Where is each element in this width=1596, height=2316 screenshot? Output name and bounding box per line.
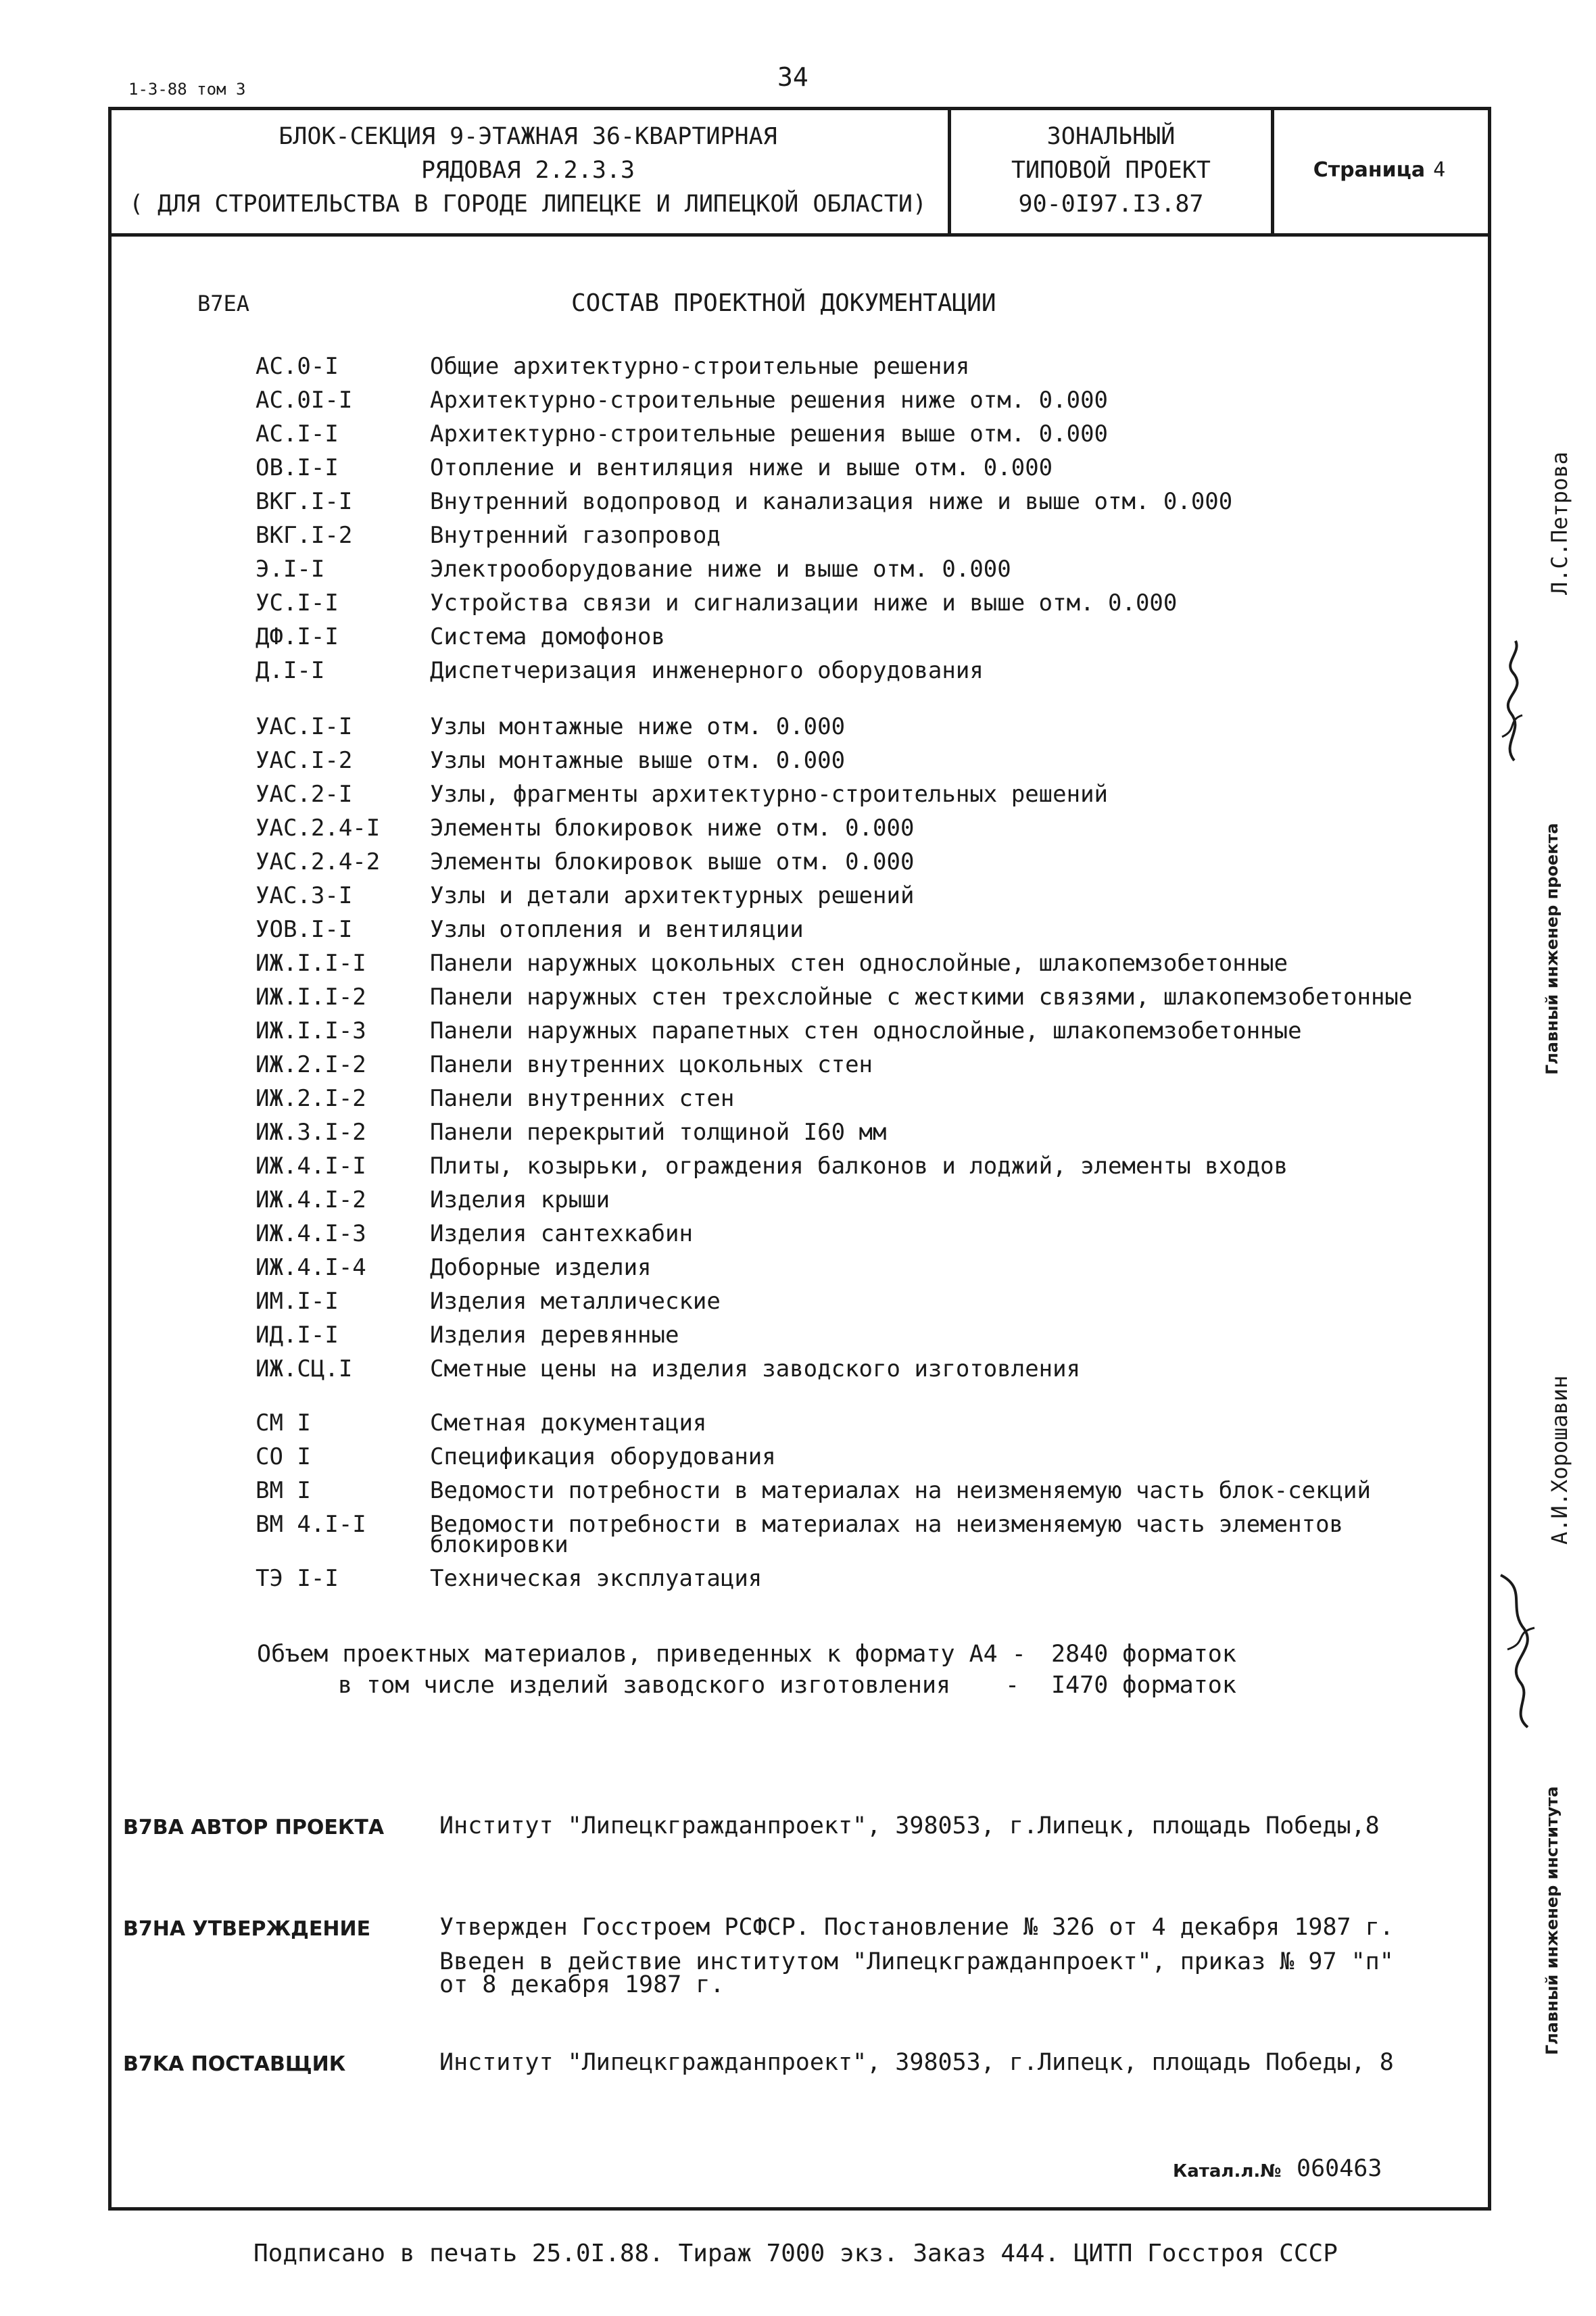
document-code: ИЖ.4.I-3 <box>256 1220 366 1247</box>
document-code: УОВ.I-I <box>256 916 353 943</box>
document-code: 1-3-88 том 3 <box>128 80 246 99</box>
document-description: Узлы и детали архитектурных решений <box>430 882 915 909</box>
document-code: ВКГ.I-2 <box>256 522 353 549</box>
document-description: Панели внутренних стен <box>430 1085 735 1112</box>
document-description: Ведомости потребности в материалах на неизменяемую часть блок-секций <box>430 1477 1371 1504</box>
document-code: ВКГ.I-I <box>256 488 353 515</box>
document-description: Внутренний газопровод <box>430 522 721 549</box>
document-description: Узлы монтажные выше отм. 0.000 <box>430 747 846 774</box>
document-code: ИД.I-I <box>256 1322 339 1349</box>
document-code: АС.0I-I <box>256 387 353 414</box>
document-description: Устройства связи и сигнализации ниже и выше отм. 0.000 <box>430 589 1178 617</box>
summary-total-value: 2840 форматок <box>1051 1641 1236 1668</box>
document-code: УС.I-I <box>256 589 339 617</box>
title-line: БЛОК-СЕКЦИЯ 9-ЭТАЖНАЯ 36-КВАРТИРНАЯ <box>279 122 777 150</box>
signature-icon <box>1487 1568 1548 1731</box>
document-code: ИЖ.2.I-2 <box>256 1085 366 1112</box>
section-code: B7EA <box>197 291 250 316</box>
document-description: Внутренний водопровод и канализация ниже и выше отм. 0.000 <box>430 488 1233 515</box>
document-code: УАС.I-I <box>256 713 353 740</box>
document-description: Сметная документация <box>430 1409 707 1437</box>
document-description: Изделия деревянные <box>430 1322 679 1349</box>
document-description: Спецификация оборудования <box>430 1443 776 1470</box>
chief-institute-engineer-name: А.И.Хорошавин <box>1547 1375 1572 1545</box>
document-code: УАС.2.4-I <box>256 815 381 842</box>
document-code: СО I <box>256 1443 311 1470</box>
title-block-page <box>1274 107 1484 233</box>
document-description: Плиты, козырьки, ограждения балконов и лоджий, элементы входов <box>430 1153 1288 1180</box>
document-description: Узлы монтажные ниже отм. 0.000 <box>430 713 846 740</box>
document-description: Доборные изделия <box>430 1254 652 1281</box>
document-description: Изделия металлические <box>430 1288 721 1315</box>
document-code: ИЖ.4.I-2 <box>256 1186 366 1213</box>
document-description: Панели наружных цокольных стен однослойные, шлакопемзобетонные <box>430 950 1288 977</box>
document-description: Общие архитектурно-строительные решения <box>430 353 970 380</box>
page-number: 34 <box>777 62 808 92</box>
document-description: Панели внутренних цокольных стен <box>430 1051 873 1078</box>
chief-institute-engineer-label: Главный инженер института <box>1543 1786 1562 2055</box>
document-code: ВМ I <box>256 1477 311 1504</box>
title-block-name <box>108 107 951 233</box>
document-description: Сметные цены на изделия заводского изготовления <box>430 1355 1081 1382</box>
approval-line: Введен в действие институтом "Липецкгражданпроект", приказ № 97 "п" <box>439 1948 1394 1975</box>
supplier-label: B7KA ПОСТАВЩИК <box>123 2052 346 2076</box>
document-description: Техническая эксплуатация <box>430 1565 763 1592</box>
document-description: Ведомости потребности в материалах на неизменяемую часть элементов <box>430 1511 1344 1538</box>
summary-factory-label: в том числе изделий заводского изготовления <box>338 1672 951 1699</box>
document-code: ИМ.I-I <box>256 1288 339 1315</box>
document-description: Элементы блокировок ниже отм. 0.000 <box>430 815 915 842</box>
catalog-number: 060463 <box>1297 2155 1382 2182</box>
document-description: Панели перекрытий толщиной I60 мм <box>430 1119 887 1146</box>
document-code: УАС.3-I <box>256 882 353 909</box>
document-code: ОВ.I-I <box>256 454 339 481</box>
summary-factory-value: I470 форматок <box>1051 1672 1236 1699</box>
document-description: Панели наружных парапетных стен однослойные, шлакопемзобетонные <box>430 1017 1302 1044</box>
document-code: СМ I <box>256 1409 311 1437</box>
project-line: ТИПОВОЙ ПРОЕКТ <box>1011 156 1211 184</box>
approval-line: Утвержден Госстроем РСФСР. Постановление № 326 от 4 декабря 1987 г. <box>439 1914 1394 1941</box>
document-description: Архитектурно-строительные решения ниже отм. 0.000 <box>430 387 1109 414</box>
section-title: СОСТАВ ПРОЕКТНОЙ ДОКУМЕНТАЦИИ <box>571 289 996 317</box>
catalog-label: Катал.л.№ <box>1173 2161 1282 2181</box>
document-description: Электрооборудование ниже и выше отм. 0.000 <box>430 556 1011 583</box>
page-value: 4 <box>1433 158 1446 182</box>
chief-project-engineer-name: Л.С.Петрова <box>1547 452 1572 595</box>
document-code: ИЖ.4.I-I <box>256 1153 366 1180</box>
document-code: УАС.2-I <box>256 781 353 808</box>
document-code: ИЖ.I.I-I <box>256 950 366 977</box>
document-description: Элементы блокировок выше отм. 0.000 <box>430 848 915 875</box>
chief-project-engineer-label: Главный инженер проекта <box>1543 823 1562 1075</box>
document-code: АС.0-I <box>256 353 339 380</box>
title-line: ( ДЛЯ СТРОИТЕЛЬСТВА В ГОРОДЕ ЛИПЕЦКЕ И ЛИПЕЦКОЙ ОБЛАСТИ) <box>128 190 927 218</box>
supplier-text: Институт "Липецкгражданпроект", 398053, г.Липецк, площадь Победы, 8 <box>439 2049 1394 2076</box>
document-description: Узлы, фрагменты архитектурно-строительных решений <box>430 781 1109 808</box>
document-code: АС.I-I <box>256 420 339 448</box>
document-description: Изделия крыши <box>430 1186 610 1213</box>
document-code: ВМ 4.I-I <box>256 1511 366 1538</box>
document-code: ИЖ.4.I-4 <box>256 1254 366 1281</box>
document-description: Узлы отопления и вентиляции <box>430 916 804 943</box>
print-info: Подписано в печать 25.0I.88. Тираж 7000 экз. Заказ 444. ЦИТП Госстроя СССР <box>253 2240 1338 2267</box>
page-label: Страница <box>1313 158 1426 182</box>
title-block-project <box>951 107 1274 233</box>
document-description: Отопление и вентиляция ниже и выше отм. 0.000 <box>430 454 1053 481</box>
document-code: ИЖ.I.I-3 <box>256 1017 366 1044</box>
author-text: Институт "Липецкгражданпроект", 398053, г.Липецк, площадь Победы,8 <box>439 1812 1380 1839</box>
document-description-continued: блокировки <box>430 1531 569 1558</box>
document-description: Изделия сантехкабин <box>430 1220 693 1247</box>
approval-label: B7HA УТВЕРЖДЕНИЕ <box>123 1917 371 1941</box>
document-code: Э.I-I <box>256 556 325 583</box>
summary-factory-dash: - <box>1005 1672 1020 1699</box>
document-code: ТЭ I-I <box>256 1565 339 1592</box>
signature-icon <box>1487 635 1541 764</box>
document-description: Панели наружных стен трехслойные с жесткими связями, шлакопемзобетонные <box>430 984 1413 1011</box>
document-code: УАС.I-2 <box>256 747 353 774</box>
title-block <box>108 107 1491 237</box>
document-code: ИЖ.2.I-2 <box>256 1051 366 1078</box>
document-code: ИЖ.3.I-2 <box>256 1119 366 1146</box>
document-code: ИЖ.I.I-2 <box>256 984 366 1011</box>
approval-line: от 8 декабря 1987 г. <box>439 1971 725 1998</box>
title-line: РЯДОВАЯ 2.2.3.3 <box>420 156 635 184</box>
document-description: Система домофонов <box>430 623 665 650</box>
project-line: 90-0I97.I3.87 <box>1018 190 1204 218</box>
document-code: УАС.2.4-2 <box>256 848 381 875</box>
document-description: Диспетчеризация инженерного оборудования <box>430 657 984 684</box>
document-code: ИЖ.СЦ.I <box>256 1355 353 1382</box>
author-label: B7BA АВТОР ПРОЕКТА <box>123 1816 385 1839</box>
project-line: ЗОНАЛЬНЫЙ <box>1046 122 1176 150</box>
document-code: ДФ.I-I <box>256 623 339 650</box>
document-code: Д.I-I <box>256 657 325 684</box>
document-description: Архитектурно-строительные решения выше отм. 0.000 <box>430 420 1109 448</box>
summary-total-label: Объем проектных материалов, приведенных к формату А4 - <box>257 1641 1026 1668</box>
